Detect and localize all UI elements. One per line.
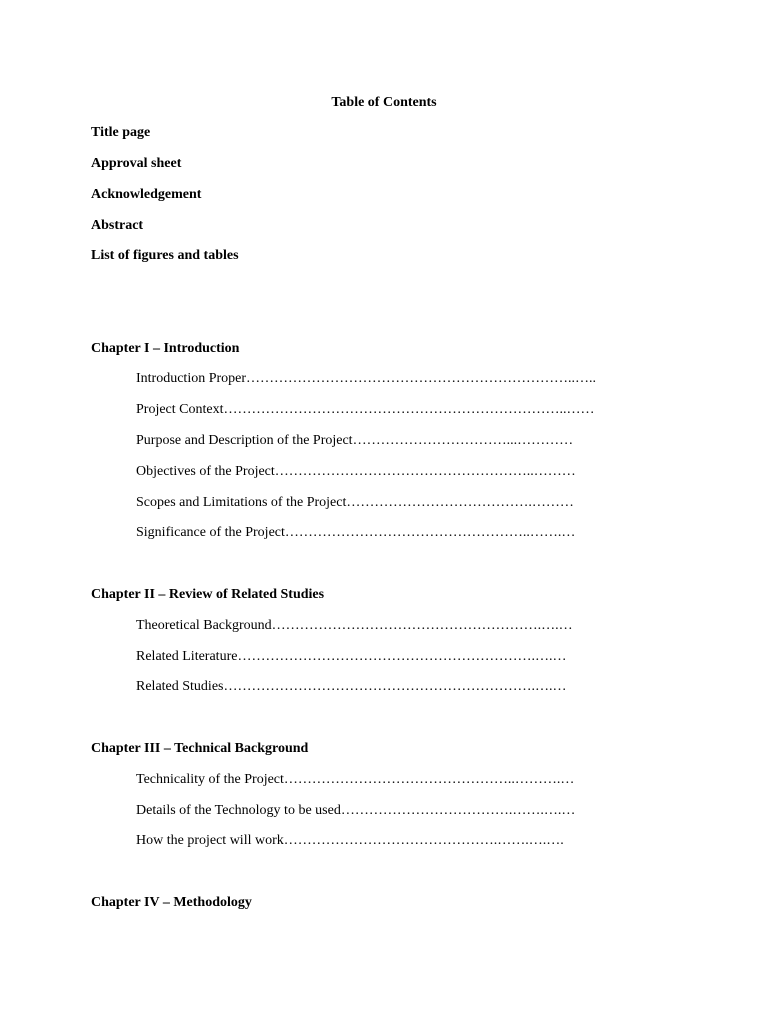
- toc-entry-leader: ……………………………...…………: [352, 433, 574, 448]
- toc-entry-leader: ………………………………………………..………: [274, 464, 576, 479]
- toc-entry: [136, 401, 595, 419]
- chapter-2-heading: Chapter II – Review of Related Studies: [91, 587, 325, 602]
- chapter-3-heading: Chapter III – Technical Background: [91, 741, 309, 756]
- toc-entry-label: Project Context: [136, 402, 224, 417]
- toc-entry-label: Significance of the Project: [136, 525, 285, 540]
- toc-entry-label: Technicality of the Project: [136, 772, 284, 787]
- toc-entry: [136, 617, 573, 635]
- toc-entry: [136, 494, 574, 512]
- toc-entry-leader: ……………………………….…….….…: [340, 803, 576, 818]
- toc-item-abstract: Abstract: [91, 218, 144, 233]
- toc-entry-label: Objectives of the Project: [136, 464, 275, 479]
- toc-entry-leader: …………………………………………..……….…: [283, 772, 575, 787]
- toc-entry-label: Related Studies: [136, 679, 224, 694]
- toc-entry-label: Details of the Technology to be used: [136, 803, 341, 818]
- toc-entry-label: Purpose and Description of the Project: [136, 433, 353, 448]
- toc-entry-leader: ………………………………………………….….…: [271, 618, 573, 633]
- toc-entry-label: Theoretical Background: [136, 618, 272, 633]
- toc-item-title-page: Title page: [91, 125, 151, 140]
- toc-entry: [136, 370, 596, 388]
- toc-item-approval-sheet: Approval sheet: [91, 156, 182, 171]
- toc-entry-leader: ………………………………………………………………..……: [223, 402, 595, 417]
- toc-entry-leader: ……………………………………………………….….…: [237, 649, 567, 664]
- toc-entry-label: How the project will work: [136, 833, 284, 848]
- toc-entry: [136, 771, 574, 789]
- chapter-4-heading: Chapter IV – Methodology: [91, 895, 252, 910]
- toc-entry-leader: ……………………………………………………………..…..: [246, 371, 597, 386]
- toc-entry-leader: ………………………………………………………….….…: [223, 679, 567, 694]
- toc-entry: [136, 524, 575, 542]
- chapter-1-heading: Chapter I – Introduction: [91, 341, 240, 356]
- toc-entry-label: Introduction Proper: [136, 371, 247, 386]
- toc-entry-leader: ………………………………….………: [346, 495, 574, 510]
- toc-entry-leader: ……………………………………………..…….…: [284, 525, 576, 540]
- toc-entry: [136, 432, 573, 450]
- toc-item-list-of-figures: List of figures and tables: [91, 248, 239, 263]
- toc-entry: [136, 678, 567, 696]
- toc-entry-label: Related Literature: [136, 649, 238, 664]
- toc-entry-leader: ……………………………………….…….….….: [283, 833, 564, 848]
- toc-entry: [136, 648, 566, 666]
- toc-item-acknowledgement: Acknowledgement: [91, 187, 202, 202]
- toc-entry: [136, 463, 576, 481]
- toc-title: Table of Contents: [331, 95, 437, 110]
- toc-entry: [136, 802, 575, 820]
- toc-entry: [136, 832, 564, 850]
- toc-entry-label: Scopes and Limitations of the Project: [136, 495, 347, 510]
